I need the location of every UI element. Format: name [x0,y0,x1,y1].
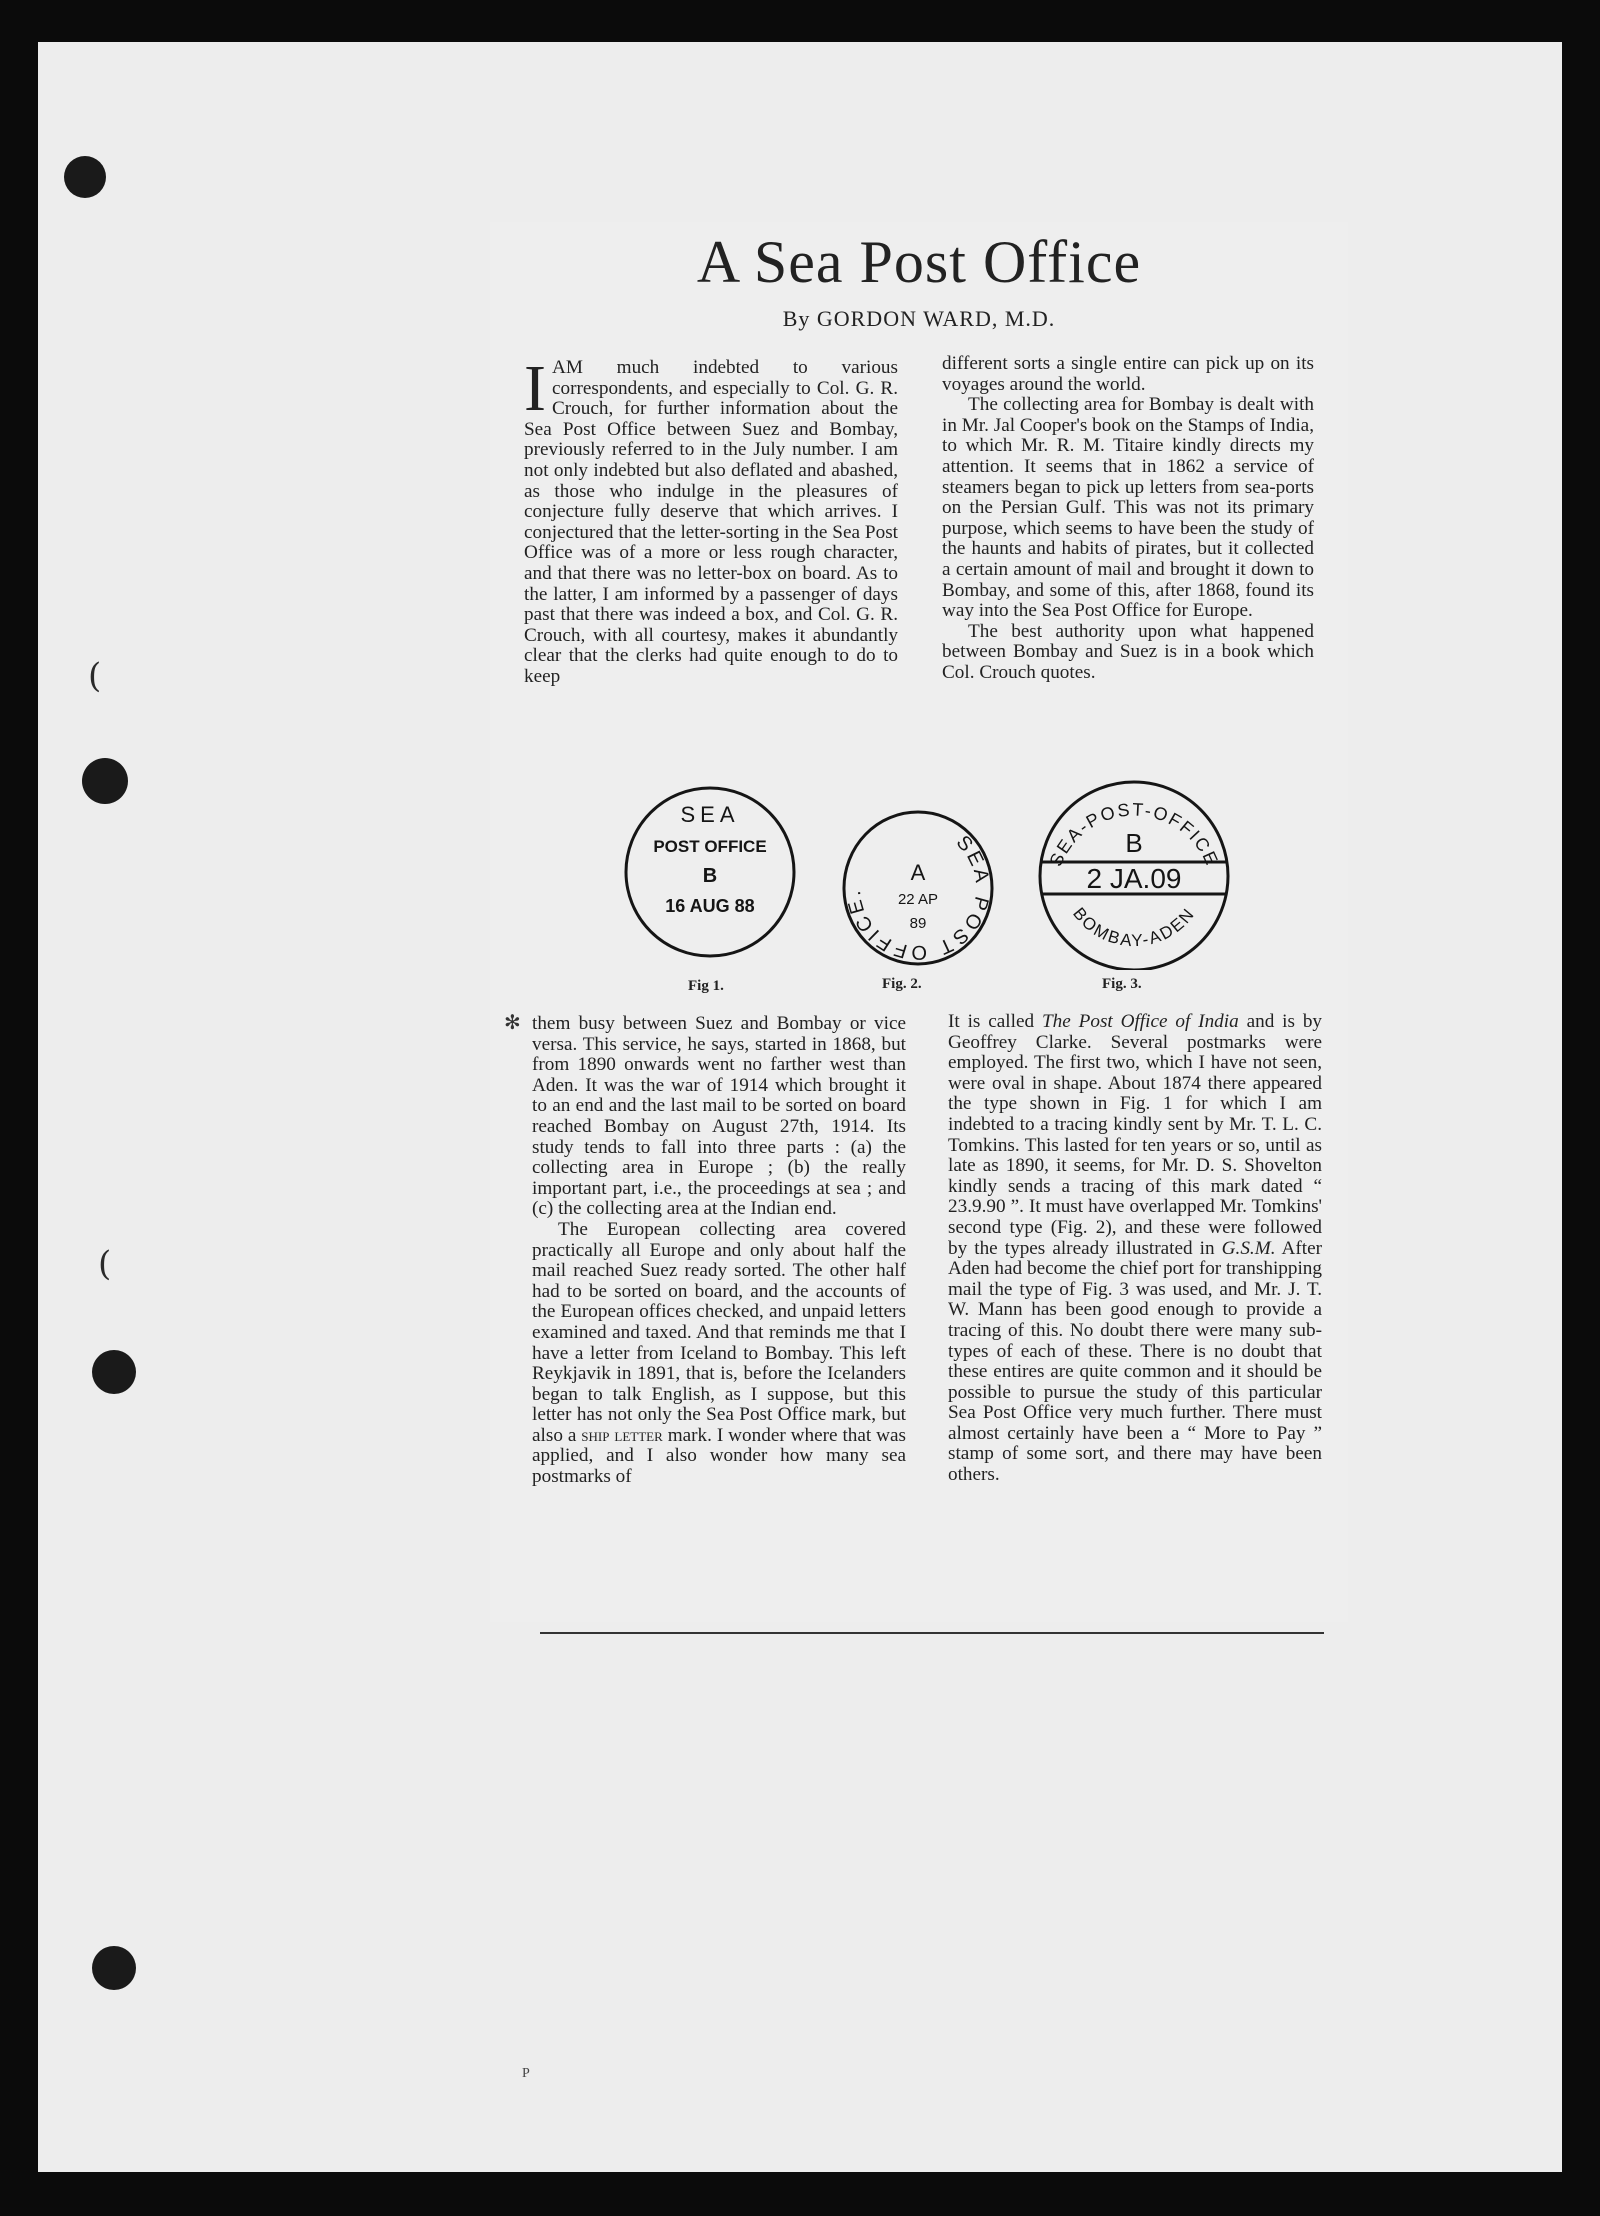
postmark-fig2 [838,808,998,968]
punch-hole-4 [92,1946,136,1990]
column-top-right [942,354,1314,684]
bracket-mark-top: ( [88,656,102,696]
text-run: mark. I wonder where that was applied, and I also wonder how many sea postmarks of [532,1424,907,1488]
fig1-caption: Fig 1. [688,978,724,994]
ship-letter-term: ship letter [581,1424,663,1446]
text-run: After Aden had become the chief port for transhipping mail the type of Fig. 3 was used, and Mr. J. T. W. Mann has been good enough to provide a tracing of this. No doubt there were many sub-types of each of these. There is no doubt that these entires are quite common and it should be possible to pursue the study of this particular Sea Post Office very much further. There must almost certainly have been a “ More to Pay ” stamp of some sort, and there may have been others. [948,1237,1322,1486]
fig2-ring-top: POST OF [888,894,993,964]
paragraph-intro: AM much indebted to various correspondents, and especially to Col. G. R. Crouch, for further information about the Sea Post Office between Suez and Bombay, previously referred to in the July number. I am not only indebted but also deflated and abashed, as those who indulge in the pleasures of conjecture fully deserve that which arrives. I conjectured that the letter-sorting in the Sea Post Office was of a more or less rough character, and that there was no letter-box on board. As to the latter, I am informed by a passenger of days past that there was indeed a box, and Col. G. R. Crouch, with all courtesy, makes it abundantly clear that the clerks had quite enough to do to keep [524,357,898,687]
bracket-mark: ( [98,1244,112,1284]
drop-cap: I [524,352,546,425]
fig2-year: 89 [909,915,927,932]
article-byline: By GORDON WARD, M.D. [782,306,1056,331]
asterisk-mark: ✻ [504,1012,521,1034]
postmark-fig3 [1034,776,1234,970]
paragraph-european-area [532,1220,906,1488]
fig2-caption: Fig. 2. [882,976,922,992]
fig2-ring-left: SEA [951,831,994,887]
fig3-letter: B [1125,828,1143,858]
svg-text:BOMBAY-ADEN [1069,904,1199,950]
postmark-fig1 [620,782,800,962]
fig3-caption: Fig. 3. [1102,976,1142,992]
fig3-ring-top: SEA-POST-OFFICE [1045,799,1223,870]
fig1-line2: POST OFFICE [653,837,767,856]
book-title: The Post Office of India [1041,1011,1239,1032]
fig2-ring-right: FICE. [842,886,896,956]
paragraph-continued: different sorts a single entire can pick up on its voyages around the world. [942,353,1314,395]
text-run: It is called [948,1011,1035,1032]
end-rule [540,1632,1324,1634]
scrapbook-page [38,42,1562,2172]
journal-abbrev: G.S.M. [1221,1237,1276,1259]
paragraph-best-authority: The best authority upon what happened between Bombay and Suez is in a book which Col. Crouch quotes. [942,620,1314,683]
fig2-date: 22 AP [897,891,939,908]
paragraph-service: them busy between Suez and Bombay or vice versa. This service, he says, started in 1868, but from 1890 onwards went no farther west than Aden. It was the war of 1914 which brought it to an end and the last mail to be sorted on board reached Bombay on August 27th, 1914. Its study tends to fall into three parts : (a) the collecting area in Europe ; (b) the really important part, i.e., the proceedings at sea ; and (c) the collecting area at the Indian end. [532,1013,906,1220]
paragraph-collecting-area: The collecting area for Bombay is dealt with in Mr. Jal Cooper's book on the Stamps of India, to which Mr. R. M. Titaire kindly directs my attention. It seems that in 1862 a service of steamers began to pick up letters from sea-ports on the Persian Gulf. This was not its primary purpose, which seems to have been the study of the haunts and habits of pirates, but it collected a certain amount of mail and brought it down to Bombay, and some of this, after 1868, found its way into the Sea Post Office for Europe. [942,394,1314,622]
text-run: The European collecting area covered practically all Europe and only about half the mail reached Suez ready sorted. The other half had to be sorted on board, and the accounts of the European offices checked, and unpaid letters examined and taxed. And that reminds me that I have a letter from Iceland to Bombay. This left Reykjavik in 1891, that is, before the Icelanders began to talk English, as I suppose, but this letter has not only the Sea Post Office mark, but also a [532,1218,906,1446]
column-bottom-right [948,1012,1322,1486]
fig2-letter: A [910,860,926,885]
paragraph-postmarks [948,1012,1322,1486]
column-bottom-left [532,1014,906,1488]
fig1-line1: SEA [680,802,740,827]
fig3-ring-bottom: BOMBAY-ADEN [1069,903,1199,951]
svg-text:SEA [952,831,994,886]
article-title: A Sea Post Office [696,229,1142,295]
fig1-date: 16 AUG 88 [665,896,755,916]
punch-hole-1 [64,156,106,198]
fig3-date: 2 JA.09 [1086,863,1182,894]
footer-mark: P [522,2066,530,2081]
text-run: and is by Geoffrey Clarke. Several postmarks were employed. The first two, which I have not seen, were oval in shape. About 1874 there appeared the type shown in Fig. 1 for which I am indebted to a tracing kindly sent by Mr. T. L. C. Tomkins. This lasted for ten years or so, until as late as 1890, it seems, for Mr. D. S. Shovelton kindly sends a tracing of this mark dated “ 23.9.90 ”. It must have overlapped Mr. Tomkins' second type (Fig. 2), and these were followed by the types already illustrated in [948,1011,1323,1259]
punch-hole-2 [82,758,128,804]
punch-hole-3 [92,1350,136,1394]
column-top-left [524,352,898,688]
article-clipping [490,222,1348,1622]
fig1-letter: B [702,865,718,887]
